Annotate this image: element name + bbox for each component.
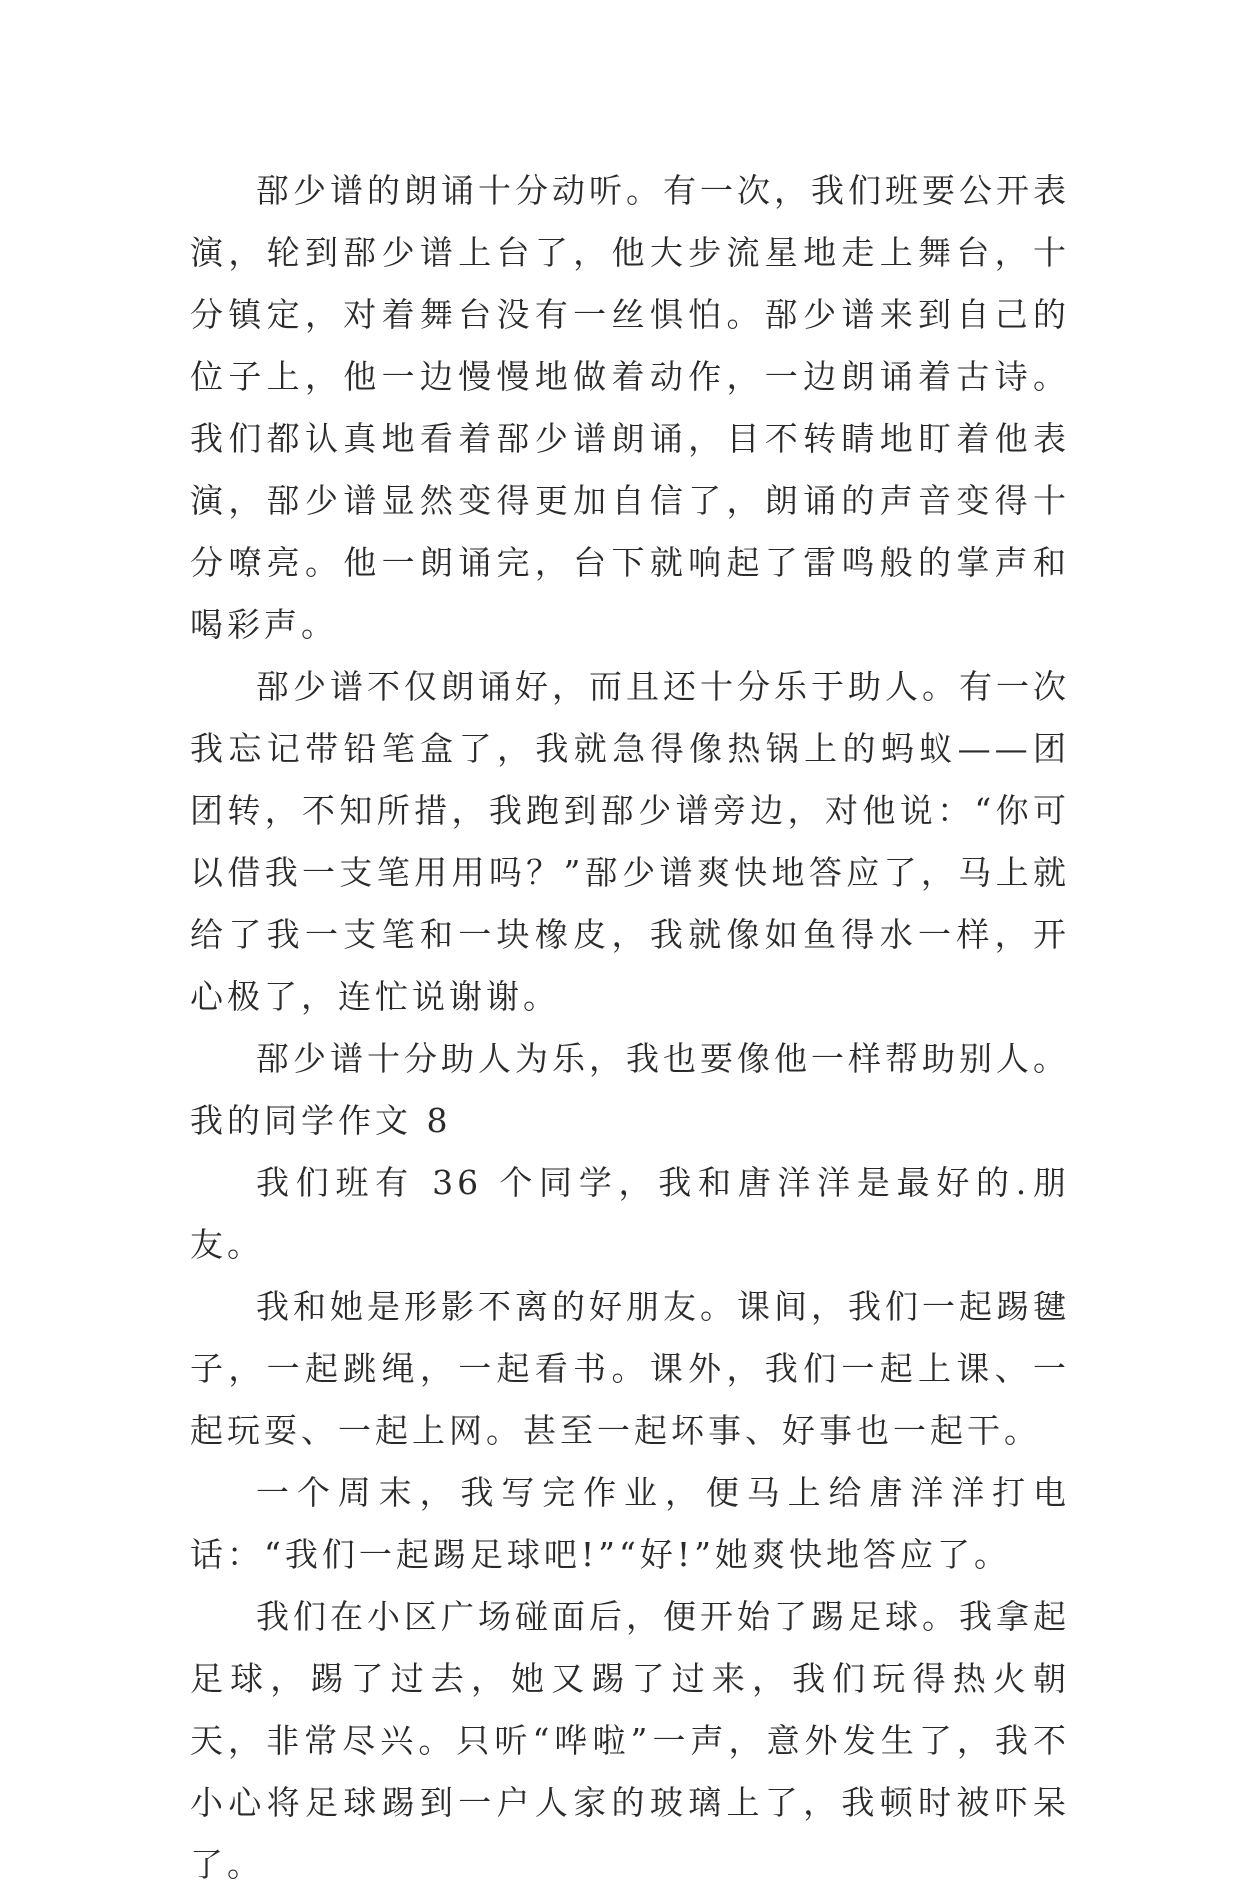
- paragraph-conclusion: 郚少谱十分助人为乐，我也要像他一样帮助别人。: [256, 1039, 1070, 1078]
- essay-heading: 我的同学作文 8: [190, 1101, 452, 1140]
- paragraph-recitation: 郚少谱的朗诵十分动听。有一次，我们班要公开表演，轮到郚少谱上台了，他大步流星地走上舞台，十分镇定，对着舞台没有一丝惧怕。郚少谱来到自己的位子上，他一边慢慢地做着动作，一边朗诵着古诗。我们都认真地看着郚少谱朗诵，目不转睛地盯着他表演，郚少谱显然变得更加自信了，朗诵的声音变得十分嘹亮。他一朗诵完，台下就响起了雷鸣般的掌声和喝彩声。: [190, 171, 1070, 644]
- paragraph-weekend: 一个周末，我写完作业，便马上给唐洋洋打电话：“我们一起踢足球吧!”“好!”她爽快地答应了。: [190, 1473, 1070, 1574]
- paragraph-intro: 我们班有 36 个同学，我和唐洋洋是最好的.朋友。: [190, 1163, 1070, 1264]
- document-body: [190, 160, 1070, 1896]
- paragraph-friends: 我和她是形影不离的好朋友。课间，我们一起踢毽子，一起跳绳，一起看书。课外，我们一起上课、一起玩耍、一起上网。甚至一起坏事、好事也一起干。: [190, 1287, 1070, 1450]
- paragraph-helping: 郚少谱不仅朗诵好，而且还十分乐于助人。有一次我忘记带铅笔盒了，我就急得像热锅上的蚂蚁——团团转，不知所措，我跑到郚少谱旁边，对他说：“你可以借我一支笔用用吗？”郚少谱爽快地答应了，马上就给了我一支笔和一块橡皮，我就像如鱼得水一样，开心极了，连忙说谢谢。: [190, 667, 1070, 1016]
- paragraph-football: 我们在小区广场碰面后，便开始了踢足球。我拿起足球，踢了过去，她又踢了过来，我们玩得热火朝天，非常尽兴。只听“哗啦”一声，意外发生了，我不小心将足球踢到一户人家的玻璃上了，我顿时被吓呆了。: [190, 1597, 1070, 1884]
